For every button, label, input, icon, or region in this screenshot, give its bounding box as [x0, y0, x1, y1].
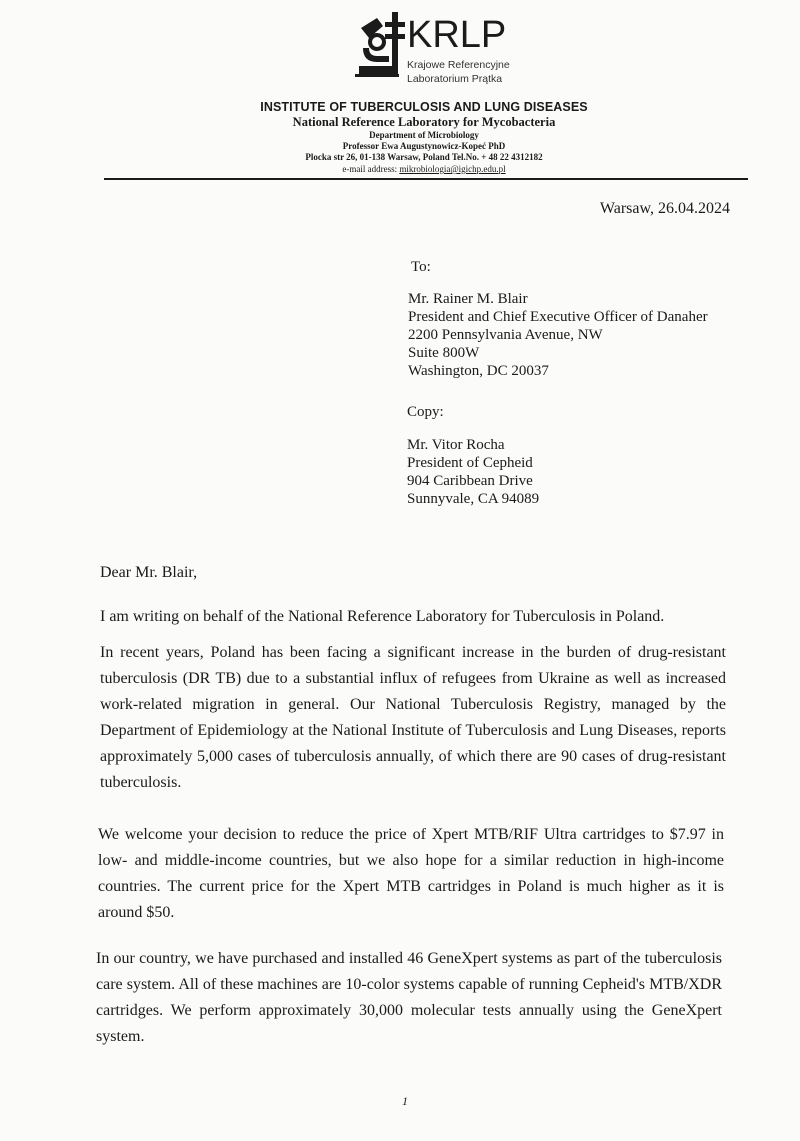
professor-name: Professor Ewa Augustynowicz-Kopeć PhD [342, 141, 506, 151]
copy-recipient-address [407, 436, 539, 508]
letter-date: Warsaw, 26.04.2024 [599, 200, 730, 217]
email-label: e-mail address: [342, 164, 398, 174]
email-line [24, 164, 800, 174]
paragraph-cartridge-price: We welcome your decision to reduce the price of Xpert MTB/RIF Ultra cartridges to $7.97 in low- and middle-income countries, but we also hope for a similar reduction in high-income countries. The current price for the Xpert MTB cartridges in Poland is much higher as it is around $50. [98, 826, 724, 921]
institute-name: INSTITUTE OF TUBERCULOSIS AND LUNG DISEASES [260, 100, 588, 114]
recipient-line: Mr. Rainer M. Blair [408, 291, 528, 307]
copy-label: Copy: [407, 404, 444, 420]
laboratory-name: National Reference Laboratory for Mycobacteria [292, 115, 556, 129]
to-label: To: [411, 259, 431, 275]
salutation: Dear Mr. Blair, [100, 564, 198, 581]
recipient-line: Suite 800W [408, 345, 480, 361]
recipient-line: President and Chief Executive Officer of Danaher [408, 309, 708, 325]
recipient-line: 2200 Pennsylvania Avenue, NW [408, 327, 603, 343]
krlp-logo [355, 12, 555, 90]
letterhead-divider [104, 178, 748, 180]
logo-title: KRLP [407, 14, 507, 56]
postal-address: Plocka str 26, 01-138 Warsaw, Poland Tel.No. + 48 22 4312182 [305, 152, 543, 162]
copy-recipient-line: Sunnyvale, CA 94089 [407, 491, 540, 507]
paragraph-dr-tb-burden: In recent years, Poland has been facing a significant increase in the burden of drug-resistant tuberculosis (DR TB) due to a substantial influx of refugees from Ukraine as well as increased work-related migration in general. Our National Tuberculosis Registry, managed by the Department of Epidemiology at the National Institute of Tuberculosis and Lung Diseases, reports approximately 5,000 cases of tuberculosis annually, of which there are 90 cases of drug-resistant tuberculosis. [100, 644, 726, 791]
email-link[interactable]: mikrobiologia@igichp.edu.pl [399, 164, 506, 174]
copy-recipient-line: Mr. Vitor Rocha [407, 437, 505, 453]
paragraph-genexpert-systems: In our country, we have purchased and installed 46 GeneXpert systems as part of the tuberculosis care system. All of these machines are 10-color systems capable of running Cepheid's MTB/XDR cartridges. We perform approximately 30,000 molecular tests annually using the GeneXpert system. [96, 950, 722, 1045]
page-number: 1 [402, 1094, 408, 1108]
recipient-line: Washington, DC 20037 [408, 363, 549, 379]
copy-recipient-line: 904 Caribbean Drive [407, 473, 533, 489]
logo-subtitle-line2: Laboratorium Prątka [407, 73, 503, 85]
recipient-address [408, 290, 708, 380]
paragraph-intro: I am writing on behalf of the National Reference Laboratory for Tuberculosis in Poland. [100, 608, 665, 625]
logo-subtitle-line1: Krajowe Referencyjne [407, 59, 510, 71]
copy-recipient-line: President of Cepheid [407, 455, 533, 471]
microscope-cross-icon [355, 12, 411, 78]
department-name: Department of Microbiology [369, 130, 479, 140]
